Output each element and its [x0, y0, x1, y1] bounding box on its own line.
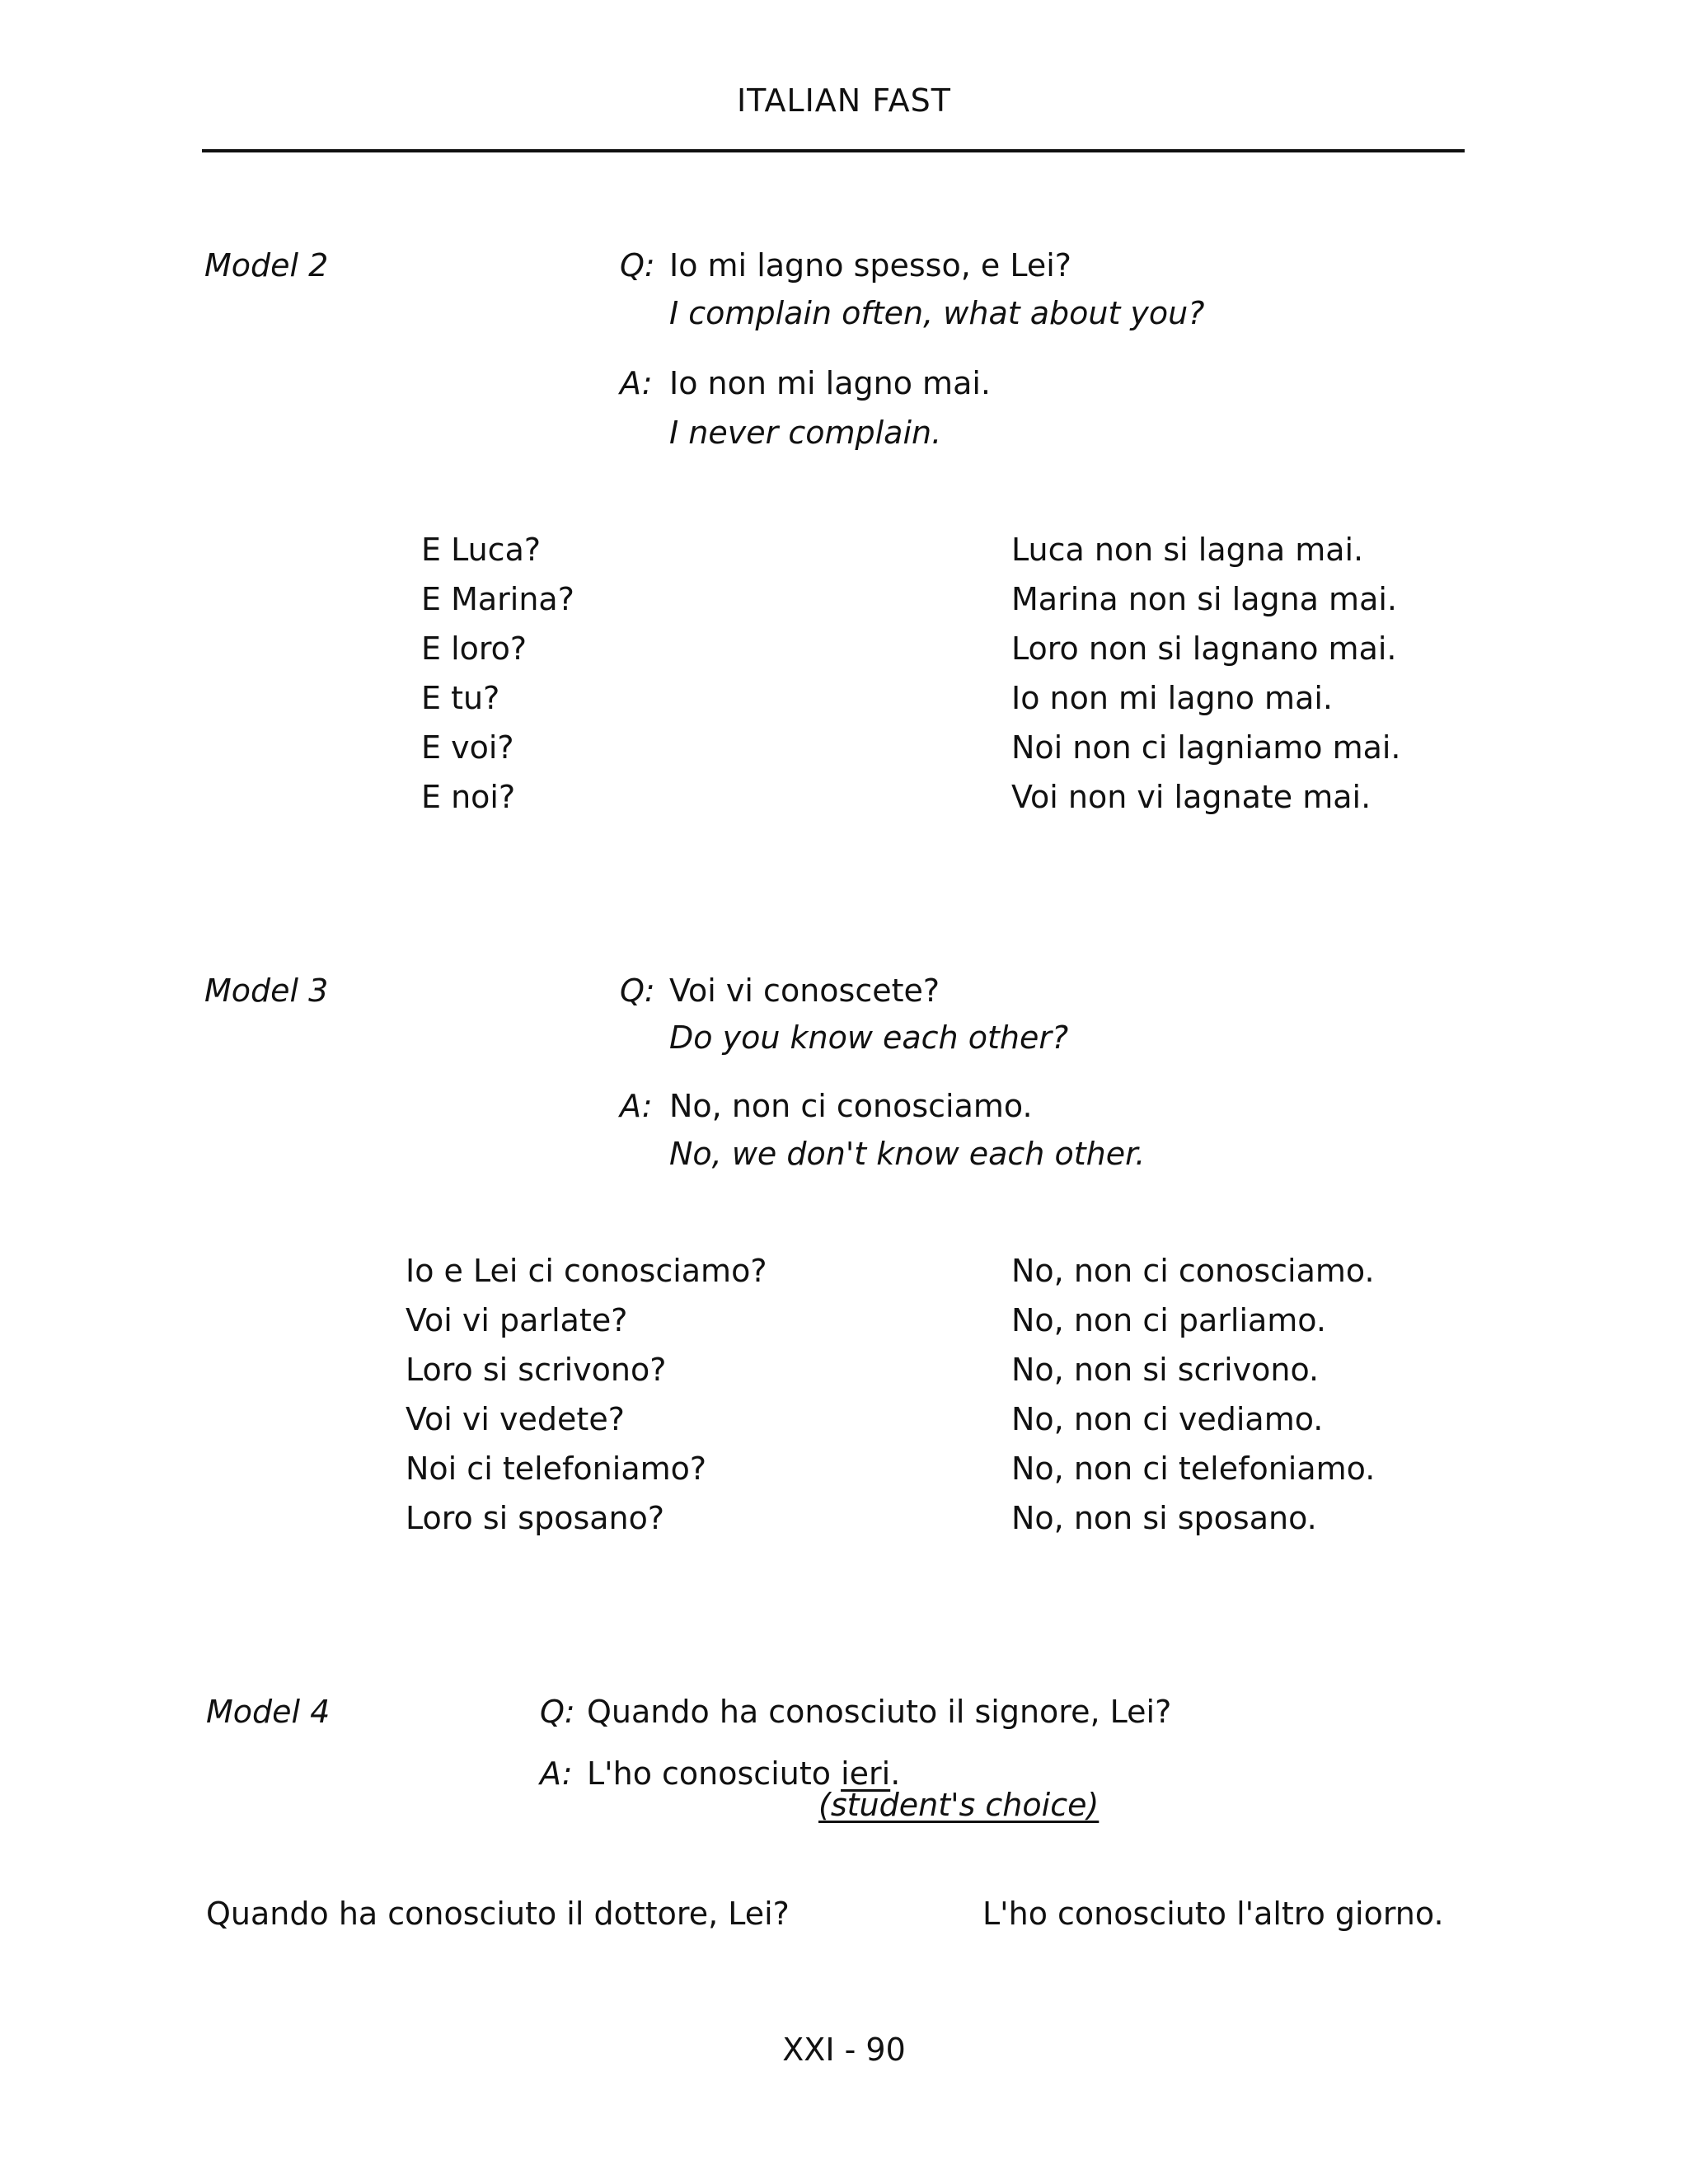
- model-3-q-letter: Q:: [620, 972, 655, 1009]
- drill-answer: Loro non si lagnano mai.: [1011, 630, 1397, 667]
- drill-prompt: E tu?: [421, 680, 500, 716]
- model-3-label: Model 3: [204, 972, 329, 1009]
- drill-prompt: E noi?: [421, 779, 516, 815]
- model-2-question: Io mi lagno spesso, e Lei?: [669, 247, 1071, 284]
- drill-prompt: E voi?: [421, 729, 514, 766]
- model-3-a-letter: A:: [620, 1088, 653, 1124]
- drill-prompt: E loro?: [421, 630, 528, 667]
- model-4-q-letter: Q:: [540, 1694, 575, 1730]
- drill-prompt: Io e Lei ci conosciamo?: [406, 1253, 767, 1289]
- drill-prompt: Loro si scrivono?: [406, 1352, 667, 1388]
- header-rule: [202, 149, 1465, 152]
- model-3-question: Voi vi conoscete?: [669, 972, 940, 1009]
- model-3-prompt-list: [406, 1246, 767, 1543]
- model-4-drill-prompt: Quando ha conosciuto il dottore, Lei?: [206, 1896, 790, 1932]
- drill-prompt: Loro si sposano?: [406, 1500, 665, 1536]
- drill-answer: Luca non si lagna mai.: [1011, 532, 1364, 568]
- model-4-drill-answer: L'ho conosciuto l'altro giorno.: [982, 1896, 1444, 1932]
- page-header: ITALIAN FAST: [736, 82, 952, 119]
- drill-answer: Marina non si lagna mai.: [1011, 581, 1397, 617]
- model-2-answer-list: [1011, 525, 1401, 822]
- drill-prompt: Voi vi vedete?: [406, 1401, 625, 1437]
- page-number: XXI - 90: [782, 2032, 906, 2068]
- model-2-a-letter: A:: [620, 365, 653, 401]
- drill-answer: No, non ci vediamo.: [1011, 1401, 1324, 1437]
- model-2-answer: Io non mi lagno mai.: [669, 365, 992, 401]
- model-3-answer-list: [1011, 1246, 1375, 1543]
- model-4-question: Quando ha conosciuto il signore, Lei?: [587, 1694, 1172, 1730]
- drill-answer: No, non si sposano.: [1011, 1500, 1317, 1536]
- drill-answer: Io non mi lagno mai.: [1011, 680, 1334, 716]
- model-3-question-translation: Do you know each other?: [669, 1019, 1069, 1056]
- drill-answer: No, non ci parliamo.: [1011, 1302, 1326, 1338]
- model-4-a-letter: A:: [540, 1755, 573, 1792]
- drill-answer: No, non ci conosciamo.: [1011, 1253, 1375, 1289]
- model-2-label: Model 2: [204, 247, 329, 284]
- drill-answer: No, non si scrivono.: [1011, 1352, 1320, 1388]
- answer-underlined-word: ieri: [841, 1755, 891, 1792]
- model-2-q-letter: Q:: [620, 247, 655, 284]
- model-2-question-translation: I complain often, what about you?: [669, 295, 1205, 331]
- model-3-answer-translation: No, we don't know each other.: [669, 1136, 1146, 1172]
- model-2-answer-translation: I never complain.: [669, 415, 942, 451]
- drill-answer: Voi non vi lagnate mai.: [1011, 779, 1372, 815]
- drill-prompt: Voi vi parlate?: [406, 1302, 628, 1338]
- drill-answer: Noi non ci lagniamo mai.: [1011, 729, 1401, 766]
- drill-prompt: E Marina?: [421, 581, 574, 617]
- student-choice-note: (student's choice): [818, 1787, 1100, 1823]
- model-3-answer: No, non ci conosciamo.: [669, 1088, 1033, 1124]
- drill-prompt: Noi ci telefoniamo?: [406, 1451, 707, 1487]
- model-2-prompt-list: [421, 525, 574, 822]
- drill-answer: No, non ci telefoniamo.: [1011, 1451, 1376, 1487]
- answer-period: .: [890, 1755, 901, 1792]
- drill-prompt: E Luca?: [421, 532, 542, 568]
- answer-text: L'ho conosciuto: [587, 1755, 842, 1792]
- model-4-label: Model 4: [206, 1694, 331, 1730]
